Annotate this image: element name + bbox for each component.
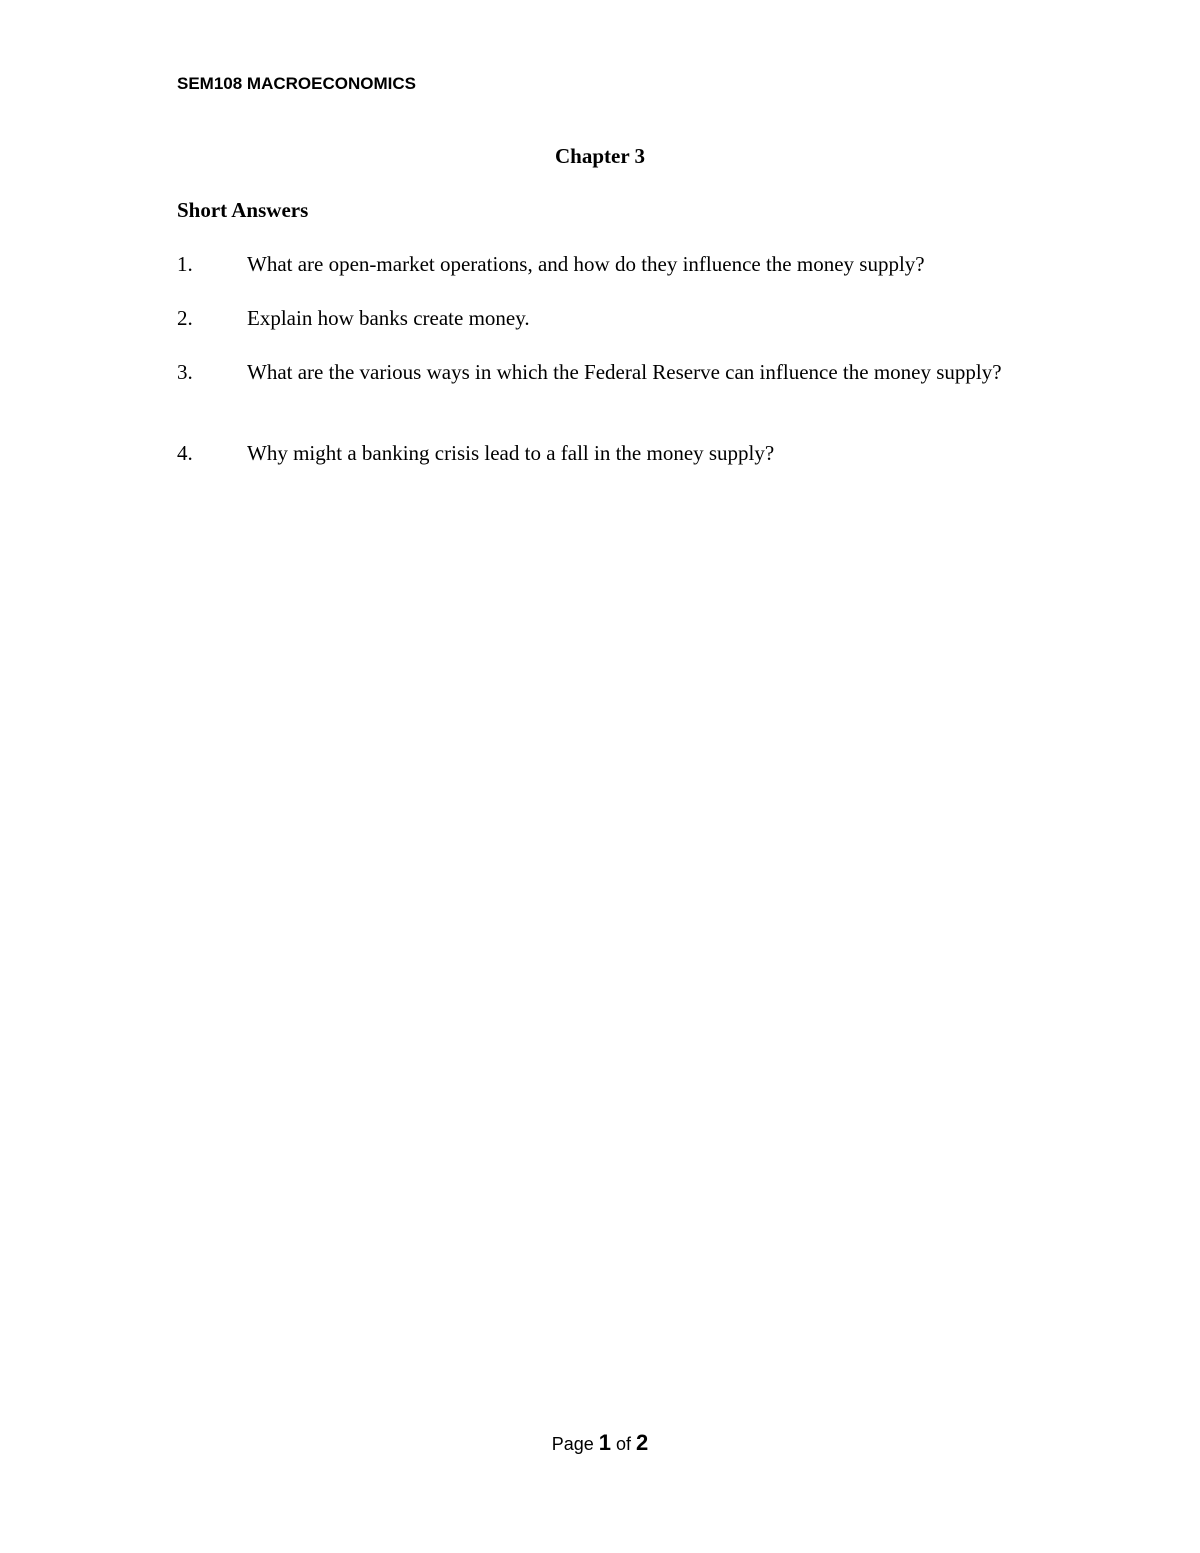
footer-page-word: Page — [551, 1434, 594, 1454]
question-number: 2. — [177, 306, 193, 330]
footer-of-word: of — [616, 1434, 632, 1454]
footer-total-pages: 2 — [636, 1430, 649, 1455]
question-text: What are open-market operations, and how do they influence the money supply? — [247, 252, 925, 276]
question-text: Explain how banks create money. — [247, 306, 530, 330]
question-number: 3. — [177, 360, 193, 384]
question-text: Why might a banking crisis lead to a fall in the money supply? — [247, 441, 775, 465]
section-heading: Short Answers — [177, 198, 309, 222]
question-text: What are the various ways in which the Federal Reserve can influence the money supply? — [247, 360, 1002, 384]
footer-current-page: 1 — [598, 1430, 611, 1455]
chapter-title: Chapter 3 — [554, 144, 646, 168]
question-number: 1. — [177, 252, 193, 276]
page-header-course: SEM108 MACROECONOMICS — [177, 74, 416, 93]
question-number: 4. — [177, 441, 193, 465]
page-footer — [0, 1430, 1200, 1456]
